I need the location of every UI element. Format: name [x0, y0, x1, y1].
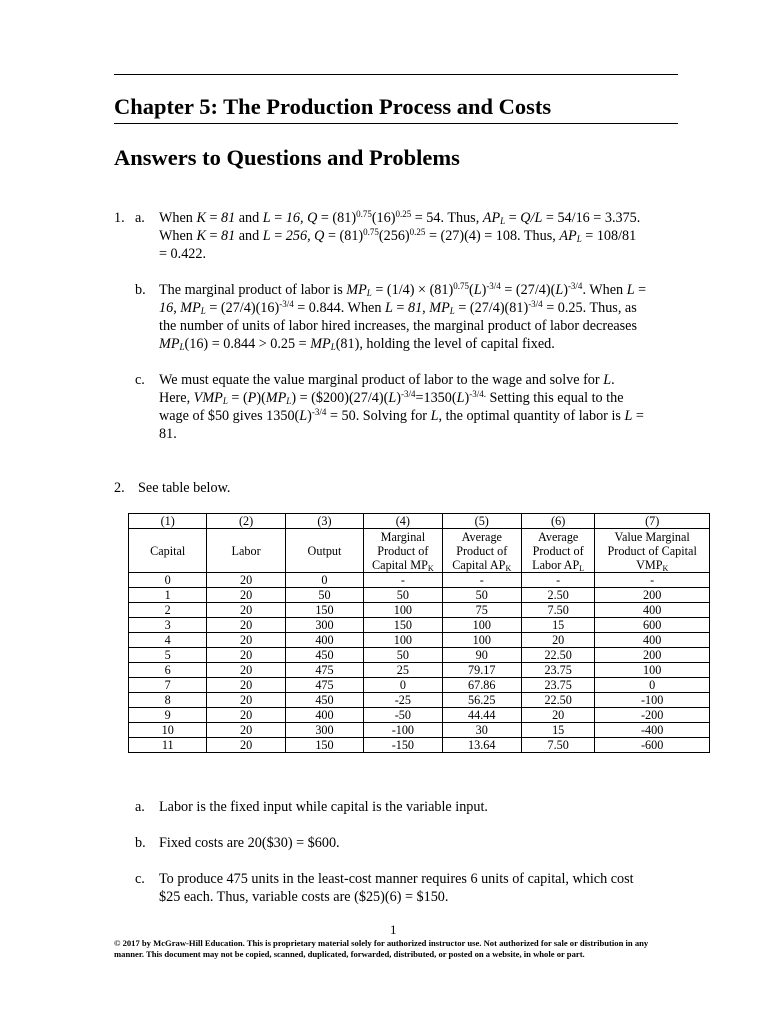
q1a-line-3: = 0.422.: [159, 246, 207, 262]
table-cell: 100: [442, 618, 521, 633]
table-cell: 475: [285, 663, 363, 678]
table-cell: -25: [364, 693, 442, 708]
table-cell: -: [595, 573, 710, 588]
table-cell: 0: [129, 573, 207, 588]
table-cell: 15: [521, 723, 594, 738]
table-cell: 8: [129, 693, 207, 708]
table-cell: 20: [207, 633, 285, 648]
table-cell: 50: [364, 588, 442, 603]
question-1a-text: [159, 209, 640, 263]
col-number: (1): [129, 514, 207, 529]
table-cell: 20: [207, 648, 285, 663]
table-cell: 3: [129, 618, 207, 633]
table-cell: 400: [285, 708, 363, 723]
production-table: [128, 513, 710, 753]
table-cell: 44.44: [442, 708, 521, 723]
header-vmpk: Value Marginal Product of Capital $VMP_K$: [595, 529, 710, 573]
table-cell: -: [442, 573, 521, 588]
table-cell: 0: [364, 678, 442, 693]
table-cell: 50: [364, 648, 442, 663]
q1b-line-2: 16, $MP_L = (27/4)(16)^{-3/4} = 0.844$. When L = 81, $MP_L = (27/4)(81)^{-3/4} = 0.25$. Thus, as: [159, 299, 637, 316]
table-cell: -100: [595, 693, 710, 708]
table-cell: -: [364, 573, 442, 588]
table-cell: -200: [595, 708, 710, 723]
col-number: (6): [521, 514, 594, 529]
question-2a-letter: a.: [135, 799, 145, 815]
table-cell: 2: [129, 603, 207, 618]
table-cell: 13.64: [442, 738, 521, 753]
table-cell: 20: [207, 618, 285, 633]
column-number-row: [129, 514, 710, 529]
table-cell: 23.75: [521, 678, 594, 693]
copyright-notice: [114, 938, 674, 959]
top-rule: [114, 74, 678, 75]
header-capital: Capital: [129, 529, 207, 573]
table-cell: 400: [595, 603, 710, 618]
section-title: Answers to Questions and Problems: [114, 145, 460, 170]
table-row: [129, 678, 710, 693]
q1b-line-3: the number of units of labor hired increases, the marginal product of labor decreases: [159, 318, 638, 334]
table-cell: 20: [207, 678, 285, 693]
table-row: [129, 708, 710, 723]
header-mpk: Marginal Product of Capital $MP_K$: [364, 529, 442, 573]
column-header-row: [129, 529, 710, 573]
table-cell: 50: [285, 588, 363, 603]
question-1a-letter: a.: [135, 210, 145, 226]
table-cell: 100: [364, 633, 442, 648]
table-cell: 400: [285, 633, 363, 648]
table-cell: 20: [521, 633, 594, 648]
table-cell: 20: [521, 708, 594, 723]
table-row: [129, 618, 710, 633]
q2c-line-1: To produce 475 units in the least-cost manner requires 6 units of capital, which cost: [159, 871, 634, 887]
q1c-line-3: wage of $50 gives $1350(L)^{-3/4} = 50$. Solving for L, the optimal quantity of labor is L =: [159, 407, 644, 424]
question-2c-text: [159, 870, 634, 906]
table-cell: 20: [207, 738, 285, 753]
table-cell: 79.17: [442, 663, 521, 678]
table-cell: 0: [285, 573, 363, 588]
col-number: (4): [364, 514, 442, 529]
table-cell: 9: [129, 708, 207, 723]
copyright-line-1: © 2017 by McGraw-Hill Education. This is proprietary material solely for authorized instructor use. Not authorized for sale or distribution in any: [114, 938, 649, 948]
question-2b-text: Fixed costs are 20($30) = $600.: [159, 835, 340, 851]
table-cell: 10: [129, 723, 207, 738]
table-cell: 22.50: [521, 693, 594, 708]
table-cell: 475: [285, 678, 363, 693]
q1c-line-4: 81.: [159, 426, 177, 442]
table-cell: -100: [364, 723, 442, 738]
col-number: (2): [207, 514, 285, 529]
chapter-title: Chapter 5: The Production Process and Costs: [114, 94, 678, 124]
header-labor: Labor: [207, 529, 285, 573]
table-cell: 56.25: [442, 693, 521, 708]
table-cell: 200: [595, 588, 710, 603]
table-cell: 300: [285, 723, 363, 738]
table-cell: 5: [129, 648, 207, 663]
q1c-line-1: We must equate the value marginal product of labor to the wage and solve for L.: [159, 372, 615, 388]
table-cell: 90: [442, 648, 521, 663]
table-cell: 20: [207, 588, 285, 603]
table-cell: 100: [442, 633, 521, 648]
question-1-number: 1.: [114, 210, 125, 226]
table-cell: -150: [364, 738, 442, 753]
q1a-line-1: When K = 81 and L = 16, $Q = (81)^{0.75}(16)^{0.25} = 54$. Thus, $AP_L = Q/L = 54/16 = 3.375$.: [159, 209, 641, 226]
table-row: [129, 738, 710, 753]
table-cell: 7.50: [521, 738, 594, 753]
table-cell: 1: [129, 588, 207, 603]
table-cell: -400: [595, 723, 710, 738]
table-cell: 150: [364, 618, 442, 633]
table-cell: -50: [364, 708, 442, 723]
table-cell: 450: [285, 693, 363, 708]
q2c-line-2: $25 each. Thus, variable costs are ($25)(6) = $150.: [159, 889, 449, 905]
table-row: [129, 573, 710, 588]
table-cell: 23.75: [521, 663, 594, 678]
table-cell: 22.50: [521, 648, 594, 663]
table-cell: 450: [285, 648, 363, 663]
table-cell: 7: [129, 678, 207, 693]
table-cell: 150: [285, 603, 363, 618]
table-cell: 15: [521, 618, 594, 633]
table-cell: 400: [595, 633, 710, 648]
question-1b-letter: b.: [135, 282, 146, 298]
table-cell: 6: [129, 663, 207, 678]
table-cell: 2.50: [521, 588, 594, 603]
header-output: Output: [285, 529, 363, 573]
question-1b-text: [159, 281, 646, 353]
question-2-intro: See table below.: [138, 480, 231, 496]
question-2-number: 2.: [114, 480, 125, 496]
table-row: [129, 663, 710, 678]
table-cell: 67.86: [442, 678, 521, 693]
table-cell: 11: [129, 738, 207, 753]
copyright-line-2: manner. This document may not be copied, scanned, duplicated, forwarded, distributed, or posted on a website, in whole or part.: [114, 948, 585, 959]
table-cell: 200: [595, 648, 710, 663]
table-cell: 4: [129, 633, 207, 648]
table-row: [129, 693, 710, 708]
table-row: [129, 603, 710, 618]
table-cell: 20: [207, 723, 285, 738]
table-body: [129, 573, 710, 753]
page-number: 1: [390, 922, 397, 937]
col-number: (5): [442, 514, 521, 529]
q1b-line-1: The marginal product of labor is $MP_L = (1/4) \times (81)^{0.75}(L)^{-3/4} = (27/4)(L)^{-3/4}$. When L =: [159, 281, 647, 298]
table-cell: 20: [207, 693, 285, 708]
table-cell: 150: [285, 738, 363, 753]
question-2b-letter: b.: [135, 835, 146, 851]
table-row: [129, 648, 710, 663]
table-cell: 20: [207, 708, 285, 723]
table-cell: 300: [285, 618, 363, 633]
table-cell: 75: [442, 603, 521, 618]
question-2c-letter: c.: [135, 871, 145, 887]
table-cell: 100: [364, 603, 442, 618]
table-cell: 25: [364, 663, 442, 678]
question-1c-letter: c.: [135, 372, 145, 388]
table-cell: 100: [595, 663, 710, 678]
col-number: (7): [595, 514, 710, 529]
col-number: (3): [285, 514, 363, 529]
table-row: [129, 723, 710, 738]
q1a-line-2: When K = 81 and L = 256, $Q = (81)^{0.75}(256)^{0.25} = (27)(4) = 108$. Thus, $AP_L = 108/81$: [159, 227, 637, 244]
table-cell: -: [521, 573, 594, 588]
q1c-line-2: Here, $VMP_L = (P)(MP_L)$ = $(\$200)(27/4)(L)^{-3/4}=1350(L)^{-3/4.}$ Setting this equal to the: [159, 389, 624, 406]
table-cell: 20: [207, 663, 285, 678]
table-row: [129, 588, 710, 603]
question-1c-text: [159, 371, 644, 443]
table-cell: 50: [442, 588, 521, 603]
header-apk: Average Product of Capital $AP_K$: [442, 529, 521, 573]
question-2a-text: Labor is the fixed input while capital is the variable input.: [159, 799, 488, 815]
table-cell: 20: [207, 573, 285, 588]
header-apl: Average Product of Labor $AP_L$: [521, 529, 594, 573]
table-row: [129, 633, 710, 648]
table-cell: -600: [595, 738, 710, 753]
table-cell: 0: [595, 678, 710, 693]
table-cell: 7.50: [521, 603, 594, 618]
table-cell: 20: [207, 603, 285, 618]
table-cell: 600: [595, 618, 710, 633]
q1b-line-4: $MP_L(16) = 0.844 > 0.25 = MP_L(81)$, holding the level of capital fixed.: [159, 336, 555, 352]
table-cell: 30: [442, 723, 521, 738]
